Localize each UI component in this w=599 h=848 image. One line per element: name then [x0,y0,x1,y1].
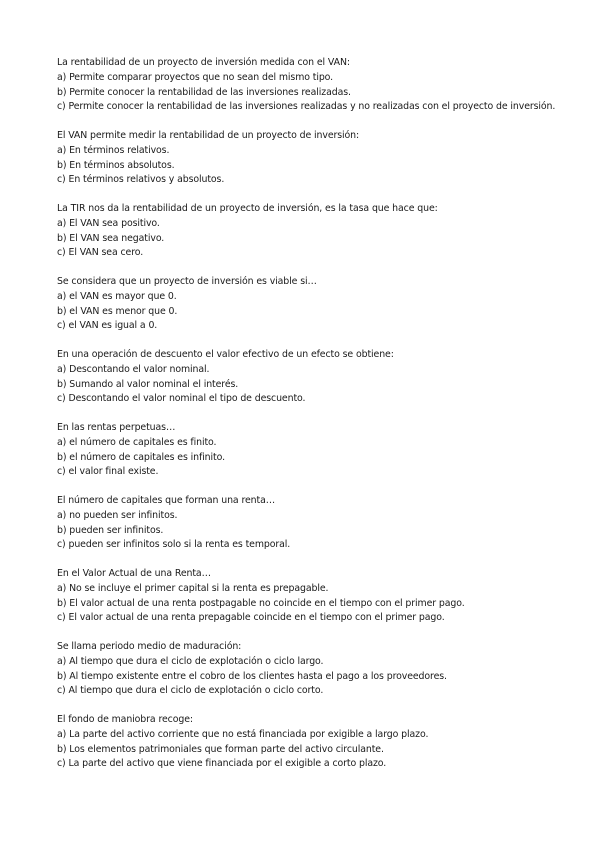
question-3 [57,202,559,261]
question-5 [57,348,559,407]
option-a: a) No se incluye el primer capital si la renta es prepagable. [57,583,329,595]
option-c: c) el valor final existe. [57,466,159,478]
option-a: a) el número de capitales es finito. [57,437,217,449]
question-9 [57,640,559,699]
option-a: a) El VAN sea positivo. [57,218,160,230]
option-b: b) el VAN es menor que 0. [57,305,178,317]
option-c: c) el VAN es igual a 0. [57,320,158,332]
question-7 [57,494,559,553]
option-a: a) Descontando el valor nominal. [57,364,210,376]
option-b: b) Los elementos patrimoniales que forman parte del activo circulante. [57,743,384,755]
option-a: a) La parte del activo corriente que no está financiada por exigible a largo plazo. [57,729,429,741]
option-a: a) Al tiempo que dura el ciclo de explotación o ciclo largo. [57,656,324,668]
question-10 [57,713,559,772]
option-b: b) Sumando al valor nominal el interés. [57,378,239,390]
option-a: a) Permite comparar proyectos que no sean del mismo tipo. [57,72,334,84]
option-c: c) El VAN sea cero. [57,247,144,259]
option-c: c) La parte del activo que viene financiada por el exigible a corto plazo. [57,758,387,770]
question-title: El fondo de maniobra recoge: [57,713,193,725]
option-c: c) Descontando el valor nominal el tipo de descuento. [57,393,306,405]
option-c: c) En términos relativos y absolutos. [57,174,225,186]
option-a: a) el VAN es mayor que 0. [57,291,177,303]
question-title: En una operación de descuento el valor efectivo de un efecto se obtiene: [57,348,394,360]
option-c: c) Al tiempo que dura el ciclo de explotación o ciclo corto. [57,685,324,697]
question-title: El número de capitales que forman una renta… [57,494,275,506]
option-c: c) Permite conocer la rentabilidad de las inversiones realizadas y no realizadas con el proyecto de inversión. [57,101,556,113]
option-a: a) En términos relativos. [57,145,170,157]
question-title: En las rentas perpetuas… [57,421,176,433]
question-title: La TIR nos da la rentabilidad de un proyecto de inversión, es la tasa que hace que: [57,202,438,214]
question-6 [57,421,559,480]
question-title: En el Valor Actual de una Renta… [57,567,211,579]
question-title: Se llama periodo medio de maduración: [57,640,242,652]
question-1 [57,56,559,115]
option-b: b) pueden ser infinitos. [57,524,164,536]
option-c: c) pueden ser infinitos solo si la renta es temporal. [57,539,291,551]
question-title: La rentabilidad de un proyecto de inversión medida con el VAN: [57,57,350,68]
question-title: Se considera que un proyecto de inversión es viable si… [57,275,317,287]
option-a: a) no pueden ser infinitos. [57,510,178,522]
option-c: c) El valor actual de una renta prepagable coincide en el tiempo con el primer pago. [57,612,445,624]
option-b: b) En términos absolutos. [57,159,175,171]
question-2 [57,129,559,188]
question-title: El VAN permite medir la rentabilidad de un proyecto de inversión: [57,129,360,141]
option-b: b) el número de capitales es infinito. [57,451,225,463]
option-b: b) El valor actual de una renta postpagable no coincide en el tiempo con el primer pago. [57,597,465,609]
question-8 [57,567,559,626]
option-b: b) El VAN sea negativo. [57,232,165,244]
question-4 [57,275,559,334]
option-b: b) Al tiempo existente entre el cobro de los clientes hasta el pago a los proveedores. [57,670,447,682]
option-b: b) Permite conocer la rentabilidad de las inversiones realizadas. [57,86,351,98]
